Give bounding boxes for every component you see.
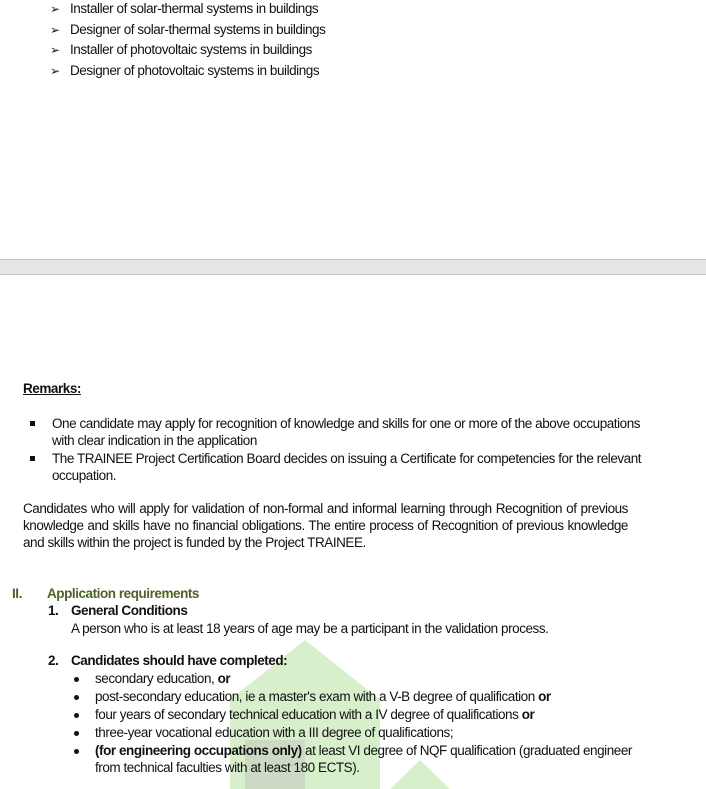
square-bullet-icon: [30, 456, 35, 461]
bullet-icon: [74, 677, 79, 682]
arrow-bullet-icon: ➢: [50, 2, 60, 16]
arrow-bullet-icon: ➢: [50, 23, 60, 37]
subsection-number: 1.: [48, 603, 59, 618]
occupation-item: ➢ Designer of photovoltaic systems in buildings: [50, 63, 320, 78]
arrow-bullet-icon: ➢: [50, 64, 60, 78]
remark-item: The TRAINEE Project Certification Board decides on issuing a Certificate for competencies for the relevant occupation.: [52, 451, 642, 483]
remarks-title: Remarks:: [23, 381, 81, 396]
occupation-item: ➢ Installer of photovoltaic systems in buildings: [50, 42, 312, 57]
bullet-icon: [74, 713, 79, 718]
subsection-title: General Conditions: [71, 603, 188, 618]
subsection-title: Candidates should have completed:: [71, 653, 288, 668]
occupation-item: ➢ Designer of solar-thermal systems in buildings: [50, 22, 326, 37]
square-bullet-icon: [30, 421, 35, 426]
bullet-icon: [74, 695, 79, 700]
requirement-item: four years of secondary technical education with a IV degree of qualifications or: [95, 707, 535, 722]
funding-paragraph: Candidates who will apply for validation of non-formal and informal learning through Recognition of previous knowledge and skills have no financial obligations. The entire process of Recognition of previous knowledge and skills within the project is funded by the Project TRAINEE.: [23, 501, 628, 550]
arrow-bullet-icon: ➢: [50, 43, 60, 57]
general-conditions-text: A person who is at least 18 years of age may be a participant in the validation process.: [71, 621, 549, 636]
page-break: [0, 259, 706, 275]
bullet-icon: [74, 749, 79, 754]
remark-item: One candidate may apply for recognition of knowledge and skills for one or more of the above occupations with clear indication in the application: [52, 416, 641, 448]
occupation-item: ➢ Installer of solar-thermal systems in buildings: [50, 1, 319, 16]
subsection-number: 2.: [48, 653, 59, 668]
requirement-item: (for engineering occupations only) at least VI degree of NQF qualification (graduated engineer from technical faculties with at least 180 ECTS).: [95, 743, 632, 775]
section-numeral: II.: [12, 586, 22, 601]
section-title: Application requirements: [47, 586, 199, 601]
bullet-icon: [74, 731, 79, 736]
requirement-item: post-secondary education, ie a master's exam with a V-B degree of qualification or: [95, 689, 551, 704]
requirement-item: three-year vocational education with a III degree of qualifications;: [95, 725, 454, 740]
requirement-item: secondary education, or: [95, 671, 231, 686]
